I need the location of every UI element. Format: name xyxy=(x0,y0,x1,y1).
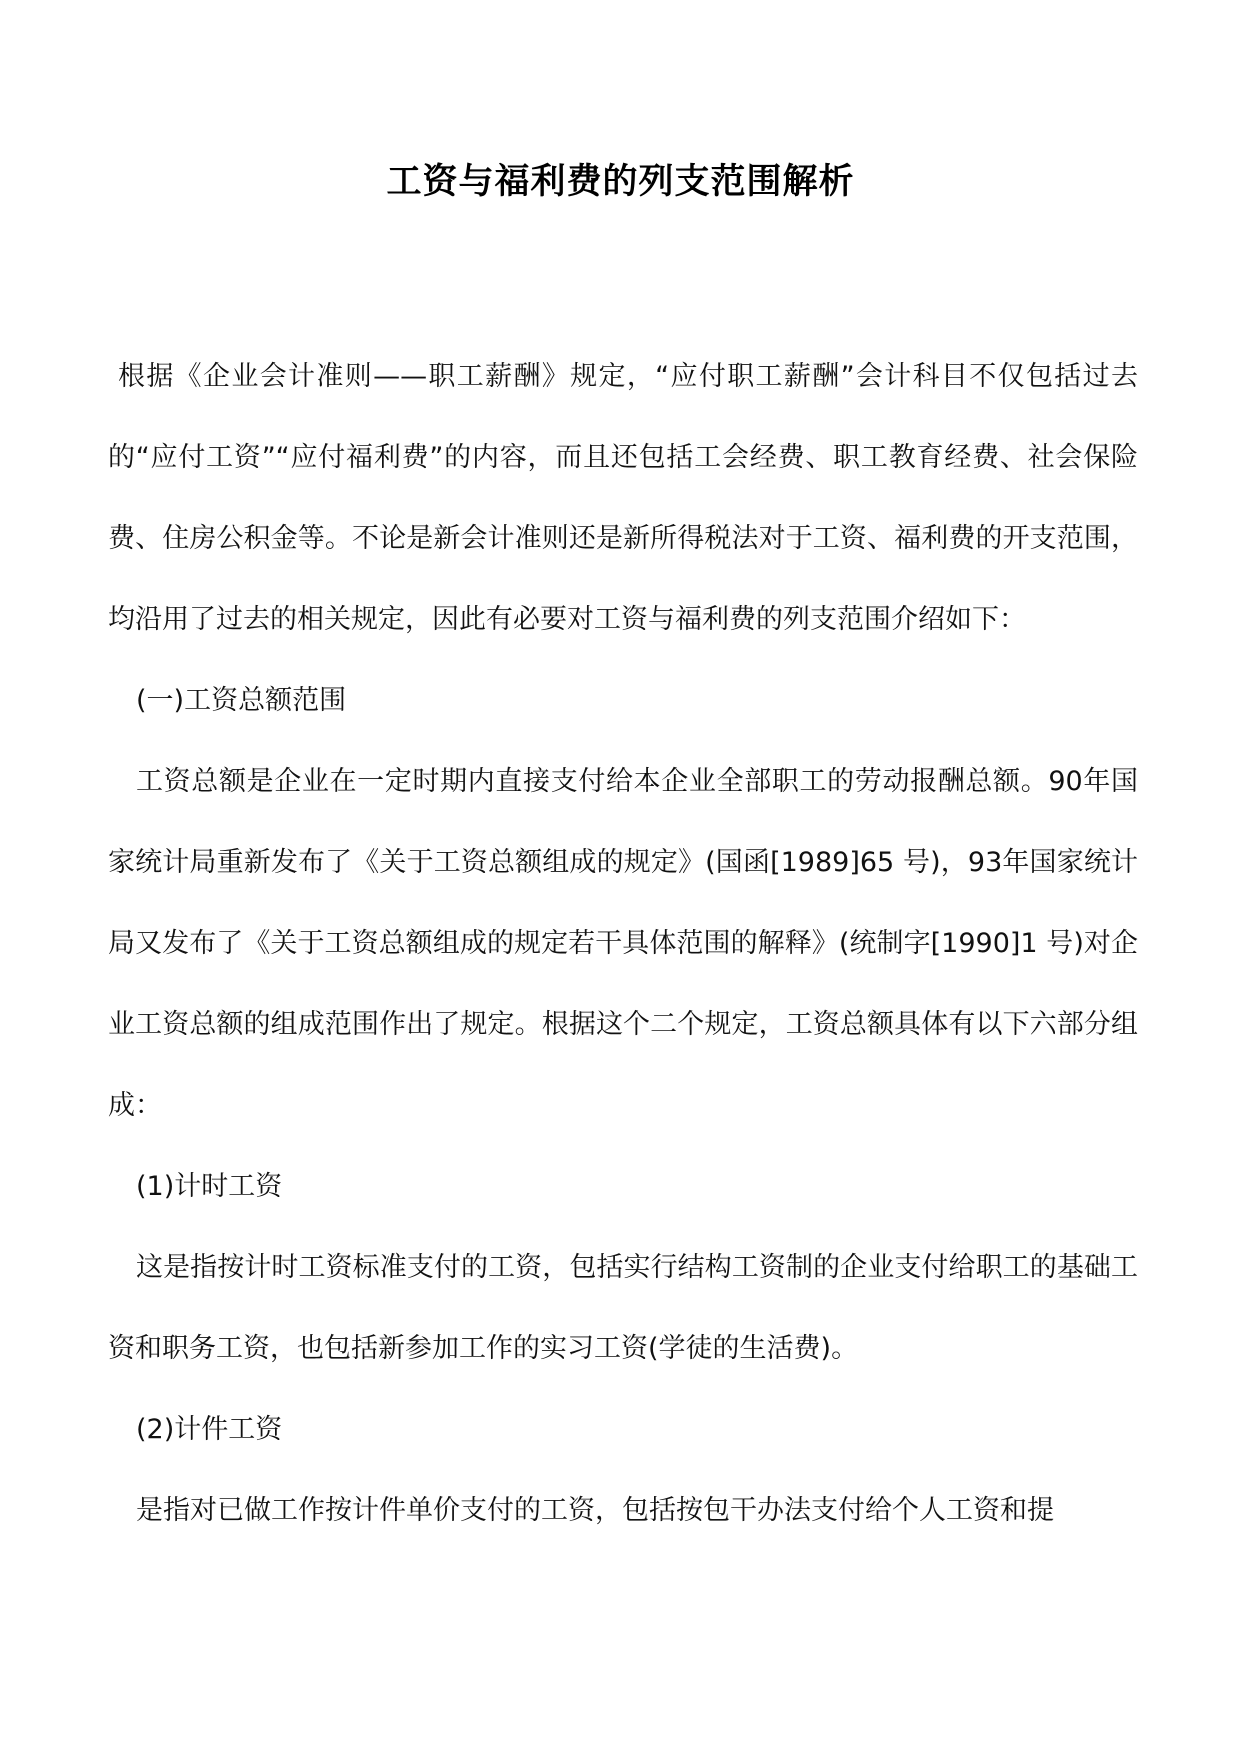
document-title: 工资与福利费的列支范围解析 xyxy=(386,161,855,202)
paragraph-piece-wage: 是指对已做工作按计件单价支付的工资，包括按包干办法支付给个人工资和提 xyxy=(136,1495,1054,1526)
paragraph-time-wage: 这是指按计时工资标准支付的工资，包括实行结构工资制的企业支付给职工的基础工资和职务工资，也包括新参加工作的实习工资(学徒的生活费)。 xyxy=(108,1252,1138,1364)
subheading-piece-wage: (2)计件工资 xyxy=(136,1414,283,1445)
document-body xyxy=(108,336,1138,1551)
section-heading-wage-total-scope: (一)工资总额范围 xyxy=(136,685,347,716)
paragraph-intro: 根据《企业会计准则——职工薪酬》规定，“应付职工薪酬”会计科目不仅包括过去的“应付工资”“应付福利费”的内容，而且还包括工会经费、职工教育经费、社会保险费、住房公积金等。不论是新会计准则还是新所得税法对于工资、福利费的开支范围，均沿用了过去的相关规定，因此有必要对工资与福利费的列支范围介绍如下： xyxy=(108,361,1138,635)
paragraph-wage-total-definition: 工资总额是企业在一定时期内直接支付给本企业全部职工的劳动报酬总额。90年国家统计局重新发布了《关于工资总额组成的规定》(国函[1989]65 号)，93年国家统计局又发布了《关于工资总额组成的规定若干具体范围的解释》(统制字[1990]1 号)对企业工资总额的组成范围作出了规定。根据这个二个规定，工资总额具体有以下六部分组成： xyxy=(108,766,1138,1121)
subheading-time-wage: (1)计时工资 xyxy=(136,1171,283,1202)
